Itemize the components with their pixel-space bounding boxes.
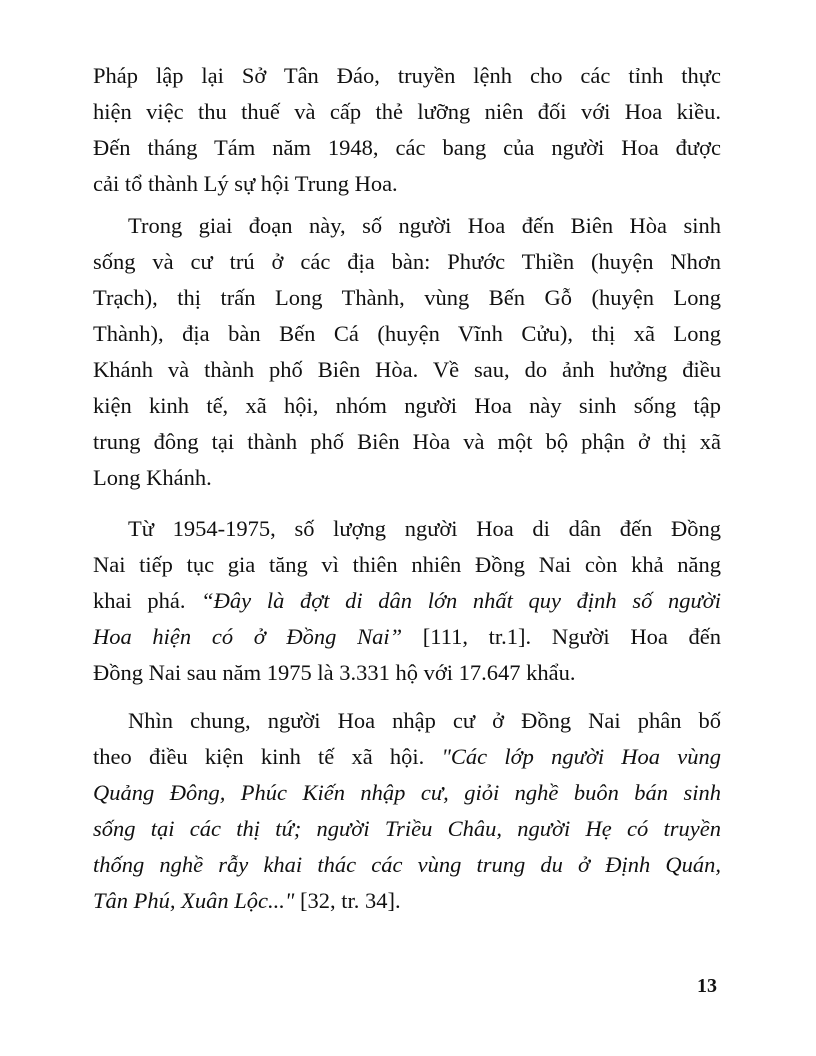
text-line: [93, 883, 721, 919]
text-line: [93, 655, 721, 691]
text-line: [93, 460, 721, 496]
text-line: [93, 775, 721, 811]
text-line: [93, 583, 721, 619]
text-line: [93, 703, 721, 739]
body-text: Đến tháng Tám năm 1948, các bang của người Hoa được: [93, 135, 721, 160]
quoted-text: Tân Phú, Xuân Lộc...": [93, 888, 295, 913]
quoted-text: Hoa hiện có ở Đồng Nai”: [93, 624, 403, 649]
body-text: khai phá.: [93, 588, 202, 613]
quoted-text: “Đây là đợt di dân lớn nhất quy định số người: [201, 588, 722, 613]
text-line: [93, 811, 721, 847]
paragraph: [93, 208, 721, 496]
body-text: [111, tr.1]. Người Hoa đến: [402, 624, 721, 649]
text-line: [93, 424, 721, 460]
body-text: Long Khánh.: [93, 465, 212, 490]
quoted-text: Quảng Đông, Phúc Kiến nhập cư, giỏi nghề buôn bán sinh: [93, 780, 721, 805]
body-text: hiện việc thu thuế và cấp thẻ lưỡng niên đối với Hoa kiều.: [93, 99, 721, 124]
text-line: [93, 130, 721, 166]
body-text: kiện kinh tế, xã hội, nhóm người Hoa này sinh sống tập: [93, 393, 721, 418]
body-text: trung đông tại thành phố Biên Hòa và một bộ phận ở thị xã: [93, 429, 721, 454]
paragraph: [93, 703, 721, 919]
paragraph: [93, 58, 721, 202]
text-line: [93, 547, 721, 583]
body-text: sống và cư trú ở các địa bàn: Phước Thiền (huyện Nhơn: [93, 249, 721, 274]
text-line: [93, 619, 721, 655]
text-line: [93, 352, 721, 388]
text-line: [93, 847, 721, 883]
text-line: [93, 208, 721, 244]
body-text: [32, tr. 34].: [294, 888, 401, 913]
text-line: [93, 739, 721, 775]
quoted-text: thống nghề rẫy khai thác các vùng trung du ở Định Quán,: [93, 852, 721, 877]
text-line: [93, 511, 721, 547]
text-line: [93, 316, 721, 352]
text-line: [93, 94, 721, 130]
body-text: Nhìn chung, người Hoa nhập cư ở Đồng Nai phân bố: [128, 708, 721, 733]
text-line: [93, 244, 721, 280]
body-text: Khánh và thành phố Biên Hòa. Về sau, do ảnh hưởng điều: [93, 357, 721, 382]
text-line: [93, 280, 721, 316]
body-text: Đồng Nai sau năm 1975 là 3.331 hộ với 17.647 khẩu.: [93, 660, 576, 685]
quoted-text: sống tại các thị tứ; người Triều Châu, người Hẹ có truyền: [93, 816, 721, 841]
text-line: [93, 388, 721, 424]
body-text: Nai tiếp tục gia tăng vì thiên nhiên Đồng Nai còn khả năng: [93, 552, 721, 577]
text-line: [93, 58, 721, 94]
body-text: Trạch), thị trấn Long Thành, vùng Bến Gỗ (huyện Long: [93, 285, 721, 310]
body-text: Từ 1954-1975, số lượng người Hoa di dân đến Đồng: [128, 516, 721, 541]
body-text: theo điều kiện kinh tế xã hội.: [93, 744, 442, 769]
body-text: Trong giai đoạn này, số người Hoa đến Biên Hòa sinh: [128, 213, 721, 238]
body-text: Pháp lập lại Sở Tân Đáo, truyền lệnh cho các tỉnh thực: [93, 63, 721, 88]
quoted-text: "Các lớp người Hoa vùng: [441, 744, 721, 769]
page-number: 13: [697, 975, 717, 997]
body-text: cải tổ thành Lý sự hội Trung Hoa.: [93, 171, 398, 196]
text-line: [93, 166, 721, 202]
paragraph: [93, 511, 721, 691]
body-text: Thành), địa bàn Bến Cá (huyện Vĩnh Cửu), thị xã Long: [93, 321, 721, 346]
